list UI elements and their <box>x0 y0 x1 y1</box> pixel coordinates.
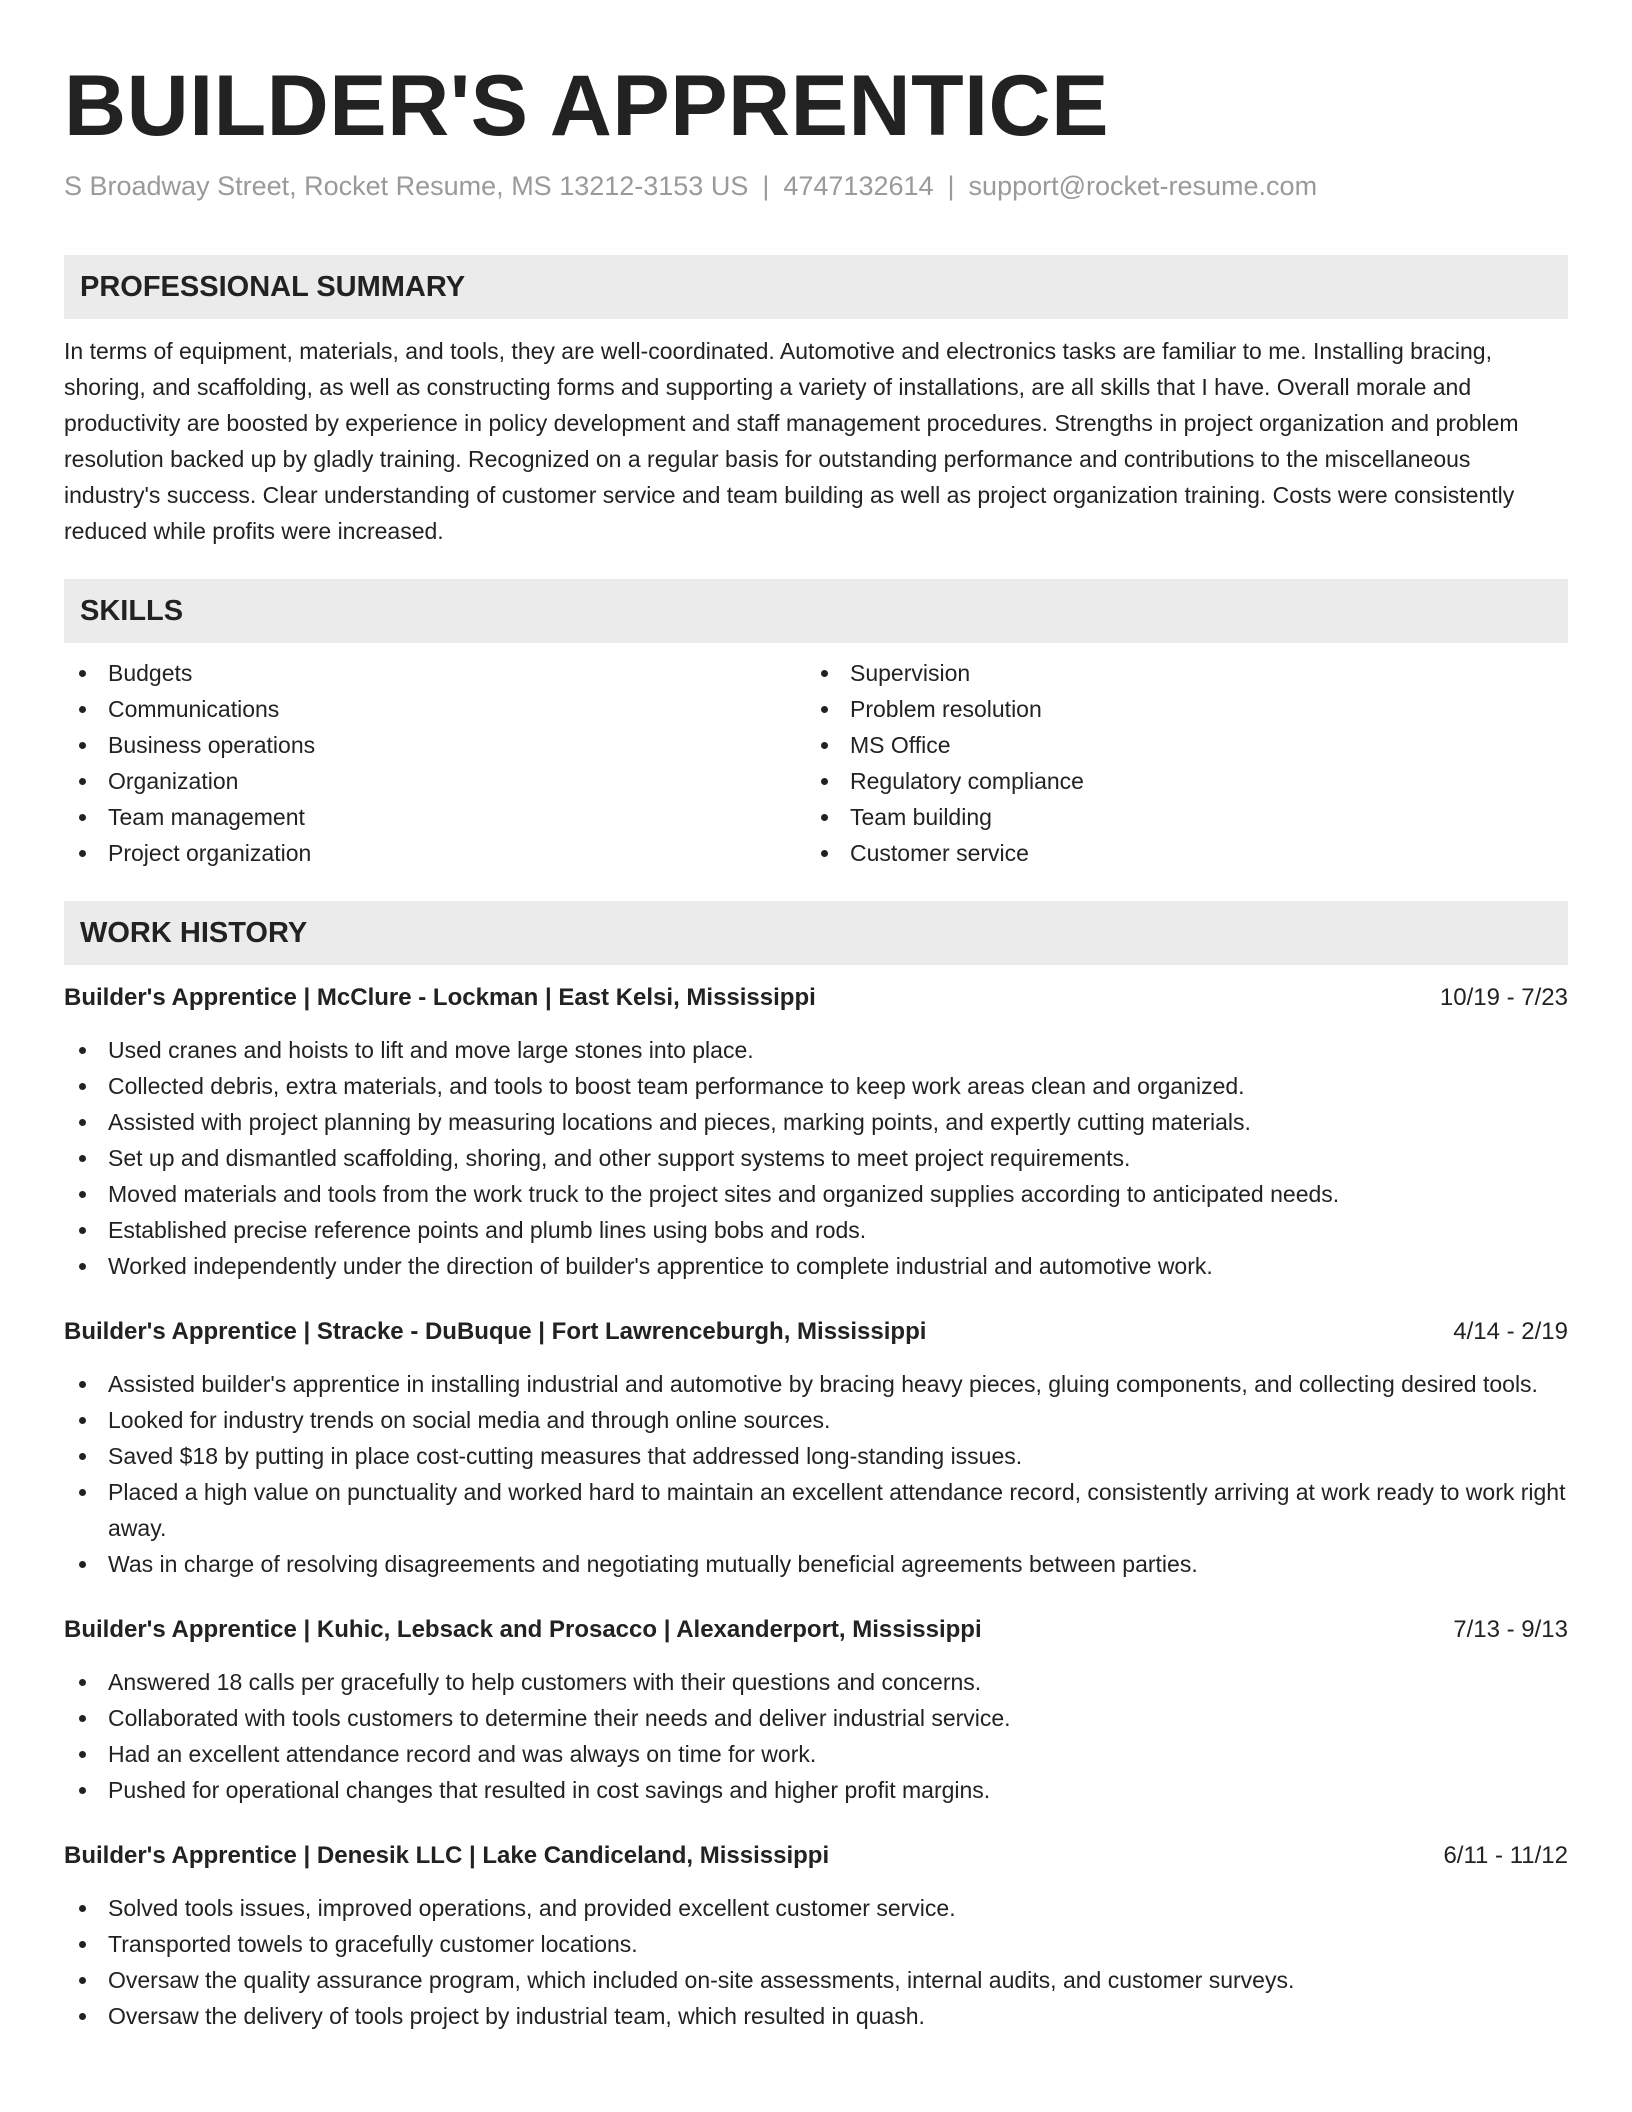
contact-separator: | <box>762 171 770 201</box>
job-bullet <box>64 1140 1568 1176</box>
skill-item-text: Problem resolution <box>850 696 1042 722</box>
job-dates: 7/13 - 9/13 <box>1453 1616 1568 1643</box>
bullet-dot-icon <box>79 814 86 821</box>
skill-item-text: Organization <box>108 768 239 794</box>
job-bullets <box>64 1366 1568 1582</box>
resume-page <box>64 0 1568 2034</box>
job-bullet-text: Assisted builder's apprentice in installing industrial and automotive by bracing heavy pieces, gluing components, and collecting desired tools. <box>108 1371 1538 1397</box>
job-title: Builder's Apprentice | Kuhic, Lebsack and Prosacco | Alexanderport, Mississippi <box>64 1616 982 1643</box>
section-header-work-history: WORK HISTORY <box>64 901 1568 965</box>
bullet-dot-icon <box>821 670 828 677</box>
bullet-dot-icon <box>79 1715 86 1722</box>
bullet-dot-icon <box>79 778 86 785</box>
skill-item <box>64 835 806 871</box>
bullet-dot-icon <box>79 1787 86 1794</box>
job-bullet-text: Answered 18 calls per gracefully to help customers with their questions and concerns. <box>108 1669 982 1695</box>
job-bullets <box>64 1032 1568 1284</box>
job-bullet <box>64 1772 1568 1808</box>
skills-grid <box>64 655 1568 871</box>
job-bullet <box>64 1926 1568 1962</box>
job-bullet <box>64 1212 1568 1248</box>
job-dates: 6/11 - 11/12 <box>1443 1842 1568 1869</box>
bullet-dot-icon <box>79 1119 86 1126</box>
skill-item <box>64 691 806 727</box>
job-bullet <box>64 1032 1568 1068</box>
bullet-dot-icon <box>79 1751 86 1758</box>
skills-column-right <box>806 655 1548 871</box>
bullet-dot-icon <box>821 706 828 713</box>
job-bullet <box>64 1248 1568 1284</box>
skill-item <box>64 763 806 799</box>
job-bullets <box>64 1890 1568 2034</box>
bullet-dot-icon <box>79 1941 86 1948</box>
job-bullet <box>64 1366 1568 1402</box>
job-bullet <box>64 1438 1568 1474</box>
skill-item <box>64 799 806 835</box>
contact-phone: 4747132614 <box>783 171 934 201</box>
job-bullet <box>64 1068 1568 1104</box>
job-title: Builder's Apprentice | Denesik LLC | Lake Candiceland, Mississippi <box>64 1842 830 1869</box>
job-bullet-text: Placed a high value on punctuality and worked hard to maintain an excellent attendance record, consistently arriving at work ready to work right away. <box>108 1479 1566 1541</box>
job-dates: 4/14 - 2/19 <box>1453 1318 1568 1345</box>
skill-item-text: Customer service <box>850 840 1029 866</box>
job-bullet-text: Used cranes and hoists to lift and move large stones into place. <box>108 1037 754 1063</box>
job-title: Builder's Apprentice | McClure - Lockman | East Kelsi, Mississippi <box>64 984 816 1011</box>
skill-item-text: Team management <box>108 804 305 830</box>
job-bullet-text: Oversaw the quality assurance program, which included on-site assessments, internal audits, and customer surveys. <box>108 1967 1295 1993</box>
job-bullet-text: Collected debris, extra materials, and tools to boost team performance to keep work areas clean and organized. <box>108 1073 1245 1099</box>
skill-item <box>806 655 1548 691</box>
bullet-dot-icon <box>79 1417 86 1424</box>
job-bullet-text: Worked independently under the direction of builder's apprentice to complete industrial and automotive work. <box>108 1253 1213 1279</box>
job-bullet-text: Moved materials and tools from the work truck to the project sites and organized supplies according to anticipated needs. <box>108 1181 1340 1207</box>
bullet-dot-icon <box>79 1083 86 1090</box>
bullet-dot-icon <box>79 1977 86 1984</box>
job-header <box>64 1612 1568 1648</box>
job-bullet-text: Oversaw the delivery of tools project by industrial team, which resulted in quash. <box>108 2003 925 2029</box>
bullet-dot-icon <box>821 814 828 821</box>
bullet-dot-icon <box>79 1155 86 1162</box>
skill-item-text: Budgets <box>108 660 193 686</box>
bullet-dot-icon <box>821 778 828 785</box>
job-bullets <box>64 1664 1568 1808</box>
summary-text: In terms of equipment, materials, and tools, they are well-coordinated. Automotive and electronics tasks are familiar to me. Installing bracing, shoring, and scaffolding, as well as constructing forms and supporting a variety of installations, are all skills that I have. Overall morale and productivity are boosted by experience in policy development and staff management procedures. Strengths in project organization and problem resolution backed up by gladly training. Recognized on a regular basis for outstanding performance and contributions to the miscellaneous industry's success. Clear understanding of customer service and team building as well as project organization training. Costs were consistently reduced while profits were increased. <box>64 338 1519 544</box>
skill-item <box>806 835 1548 871</box>
skill-item <box>806 799 1548 835</box>
bullet-dot-icon <box>79 1047 86 1054</box>
job-bullet <box>64 1104 1568 1140</box>
skill-item-text: Communications <box>108 696 280 722</box>
bullet-dot-icon <box>821 850 828 857</box>
section-header-skills: SKILLS <box>64 579 1568 643</box>
bullet-dot-icon <box>79 706 86 713</box>
job-bullet <box>64 1474 1568 1546</box>
skill-item-text: Supervision <box>850 660 971 686</box>
skill-item <box>64 655 806 691</box>
job-bullet <box>64 1962 1568 1998</box>
job-bullet-text: Pushed for operational changes that resulted in cost savings and higher profit margins. <box>108 1777 991 1803</box>
skill-item-text: Project organization <box>108 840 312 866</box>
job-bullet-text: Assisted with project planning by measuring locations and pieces, marking points, and expertly cutting materials. <box>108 1109 1251 1135</box>
candidate-name: BUILDER'S APPRENTICE <box>64 58 1110 154</box>
bullet-dot-icon <box>79 1561 86 1568</box>
contact-address: S Broadway Street, Rocket Resume, MS 13212-3153 US <box>64 171 749 201</box>
skill-item-text: Business operations <box>108 732 316 758</box>
skill-item-text: Team building <box>850 804 992 830</box>
bullet-dot-icon <box>79 1191 86 1198</box>
job-bullet-text: Was in charge of resolving disagreements and negotiating mutually beneficial agreements between parties. <box>108 1551 1198 1577</box>
job-bullet-text: Collaborated with tools customers to determine their needs and deliver industrial service. <box>108 1705 1011 1731</box>
bullet-dot-icon <box>79 1381 86 1388</box>
job-bullet <box>64 1998 1568 2034</box>
bullet-dot-icon <box>79 1489 86 1496</box>
job-bullet <box>64 1890 1568 1926</box>
bullet-dot-icon <box>79 850 86 857</box>
bullet-dot-icon <box>79 1453 86 1460</box>
job-entry <box>64 1838 1568 2034</box>
skill-item <box>806 691 1548 727</box>
skill-item <box>806 727 1548 763</box>
job-bullet-text: Saved $18 by putting in place cost-cutting measures that addressed long-standing issues. <box>108 1443 1023 1469</box>
skill-item <box>64 727 806 763</box>
job-bullet <box>64 1402 1568 1438</box>
bullet-dot-icon <box>79 670 86 677</box>
job-bullet-text: Established precise reference points and plumb lines using bobs and rods. <box>108 1217 867 1243</box>
job-header <box>64 1314 1568 1350</box>
section-header-summary: PROFESSIONAL SUMMARY <box>64 255 1568 319</box>
job-header <box>64 1838 1568 1874</box>
job-bullet-text: Solved tools issues, improved operations, and provided excellent customer service. <box>108 1895 956 1921</box>
contact-email: support@rocket-resume.com <box>968 171 1318 201</box>
work-history-list <box>64 980 1568 2034</box>
skill-item-text: MS Office <box>850 732 951 758</box>
job-bullet <box>64 1736 1568 1772</box>
job-bullet <box>64 1700 1568 1736</box>
skill-item-text: Regulatory compliance <box>850 768 1084 794</box>
bullet-dot-icon <box>79 1227 86 1234</box>
bullet-dot-icon <box>79 1905 86 1912</box>
job-entry <box>64 1314 1568 1582</box>
job-entry <box>64 980 1568 1284</box>
job-bullet-text: Transported towels to gracefully customer locations. <box>108 1931 638 1957</box>
job-bullet <box>64 1664 1568 1700</box>
bullet-dot-icon <box>79 742 86 749</box>
job-bullet <box>64 1546 1568 1582</box>
bullet-dot-icon <box>79 1263 86 1270</box>
job-entry <box>64 1612 1568 1808</box>
job-bullet-text: Had an excellent attendance record and was always on time for work. <box>108 1741 817 1767</box>
bullet-dot-icon <box>79 2013 86 2020</box>
job-header <box>64 980 1568 1016</box>
contact-line <box>64 168 1568 204</box>
job-bullet <box>64 1176 1568 1212</box>
job-dates: 10/19 - 7/23 <box>1439 984 1568 1011</box>
bullet-dot-icon <box>821 742 828 749</box>
skill-item <box>806 763 1548 799</box>
bullet-dot-icon <box>79 1679 86 1686</box>
job-title: Builder's Apprentice | Stracke - DuBuque | Fort Lawrenceburgh, Mississippi <box>64 1318 927 1345</box>
contact-separator: | <box>947 171 955 201</box>
job-bullet-text: Looked for industry trends on social media and through online sources. <box>108 1407 831 1433</box>
job-bullet-text: Set up and dismantled scaffolding, shoring, and other support systems to meet project requirements. <box>108 1145 1131 1171</box>
skills-column-left <box>64 655 806 871</box>
